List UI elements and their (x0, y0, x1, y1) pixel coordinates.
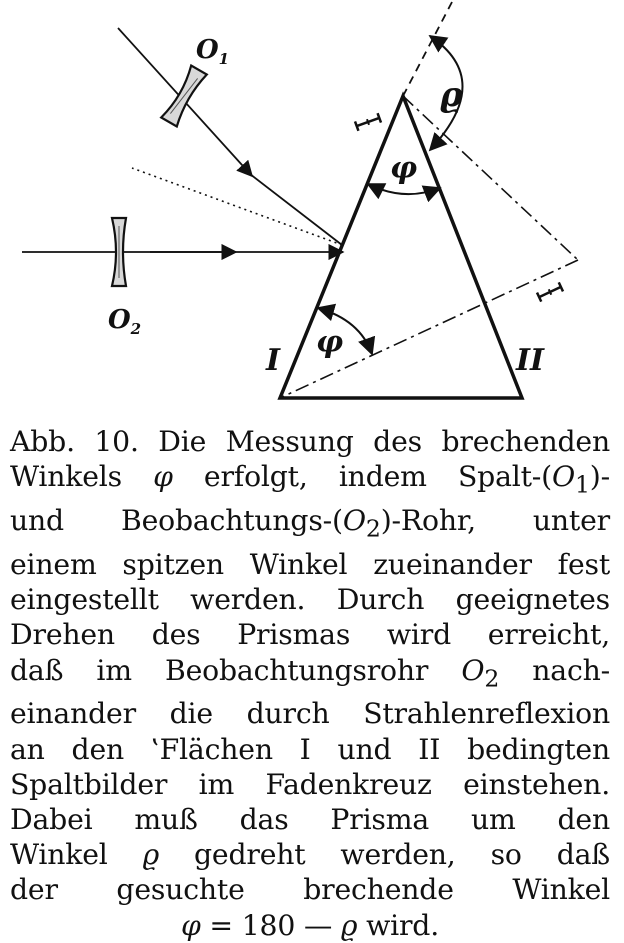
caption-line-3: und Beobachtungs-$(O_2)$-Rohr, unter (10, 504, 610, 543)
slit-symbol-right (537, 282, 563, 301)
caption-line-14: φ = 180 — ϱ wird. (181, 908, 439, 942)
caption-line-11: Dabei muß das Prisma um den (10, 803, 610, 836)
slit-symbol-top (355, 113, 381, 131)
caption-line-10: Spaltbilder im Fadenkreuz einstehen. (10, 767, 610, 801)
caption-line-12: Winkel ϱ gedreht werden, so daß (10, 838, 610, 872)
label-face-2: II (516, 343, 545, 378)
caption-line-7: daß im Beobachtungsrohr $O_2$ nach- (10, 653, 610, 693)
label-face-1: I (266, 343, 281, 378)
reflected-ray-dotted (132, 168, 342, 245)
prism-diagram (0, 0, 624, 420)
caption-line-8: einander die durch Strahlenreflexion (10, 697, 610, 731)
caption-line-1: Abb. 10. Die Messung des brechenden (10, 425, 610, 458)
figure-caption (10, 424, 610, 943)
label-phi-top: φ (390, 151, 418, 186)
label-phi-bottom: φ (316, 325, 344, 360)
caption-line-13: der gesuchte brechende Winkel (10, 873, 610, 907)
caption-line-9: an den ‛Flächen I und II bedingten (10, 732, 610, 766)
rotated-face-line (403, 96, 578, 260)
ray-o1-b (250, 174, 342, 245)
label-o1: $O_1$ (196, 35, 230, 68)
caption-line-6: Drehen des Prismas wird erreicht, (10, 618, 610, 652)
label-rho: ϱ (440, 75, 463, 115)
caption-line-2: Winkels φ erfolgt, indem Spalt-$(O_1)-$ (10, 460, 610, 499)
label-o2: $O_2$ (108, 305, 142, 338)
caption-line-4: einem spitzen Winkel zueinander fest (10, 547, 610, 581)
caption-line-5: eingestellt werden. Durch geeignetes (10, 583, 610, 617)
